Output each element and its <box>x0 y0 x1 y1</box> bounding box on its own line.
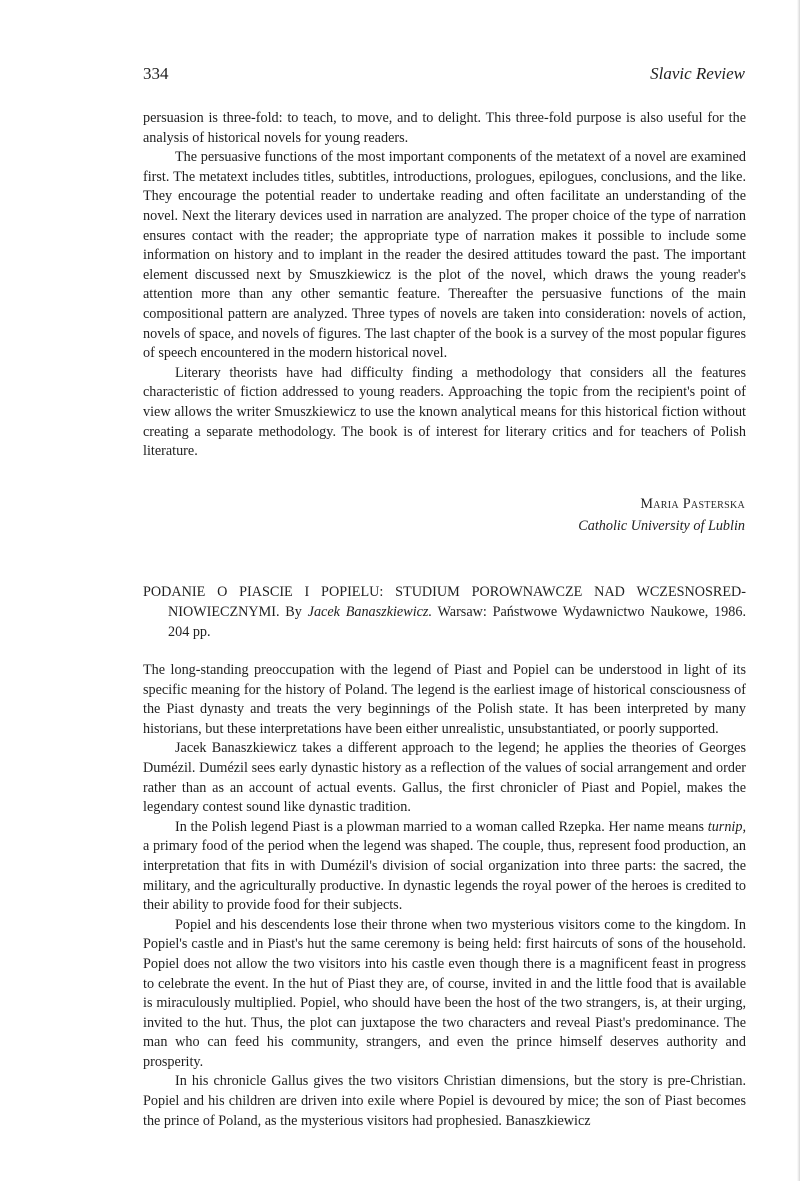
book-title: PODANIE O PIASCIE I POPIELU: STUDIUM POROWNAWCZE NAD WCZESNOSRED-NIOWIECZNYMI. <box>143 584 746 620</box>
running-header <box>143 64 745 90</box>
paragraph: persuasion is three-fold: to teach, to move, and to delight. This three-fold purpose is also useful for the analysis of historical novels for young readers. <box>143 110 746 146</box>
journal-title: Slavic Review <box>650 64 745 83</box>
reviewer-affiliation: Catholic University of Lublin <box>578 518 745 534</box>
paragraph-text: In the Polish legend Piast is a plowman married to a woman called Rzepka. Her name means <box>175 818 708 835</box>
review-two-body <box>143 661 746 1131</box>
paragraph: In his chronicle Gallus gives the two visitors Christian dimensions, but the story is pre-Christian. Popiel and his children are driven into exile where Popiel is devoured by mice; the son of Piast becomes the prince of Poland, as the mysterious visitors had prophesied. Banaszkiewicz <box>143 1073 746 1129</box>
paragraph: Jacek Banaszkiewicz takes a different approach to the legend; he applies the theories of Georges Dumézil. Dumézil sees early dynastic history as a reflection of the values of social arrangement and order rather than as an account of actual events. Gallus, the first chronicler of Piast and Popiel, makes the legendary contest sound like dynastic tradition. <box>143 740 746 816</box>
book-citation <box>143 582 746 642</box>
reviewer-name: Maria Pasterska <box>640 496 745 512</box>
review-one-body <box>143 109 746 462</box>
paragraph: Literary theorists have had difficulty finding a methodology that considers all the features characteristic of fiction addressed to young readers. Approaching the topic from the recipient's point of view allows the writer Smuszkiewicz to use the known analytical means for this historical fiction without creating a separate methodology. The book is of interest for literary critics and for teachers of Polish literature. <box>143 364 746 460</box>
italic-term: turnip, <box>707 818 746 835</box>
book-publisher: Warsaw: Państwowe Wydawnictwo Naukowe, 1986. 204 pp. <box>168 604 747 640</box>
paragraph <box>143 818 746 916</box>
paragraph: The persuasive functions of the most important components of the metatext of a novel are examined first. The metatext includes titles, subtitles, introductions, prologues, epilogues, conclusions, and the like. They encourage the potential reader to undertake reading and often facilitate an understanding of the novel. Next the literary devices used in narration are analyzed. The proper choice of the type of narration ensures contact with the reader; the appropriate type of narration makes it possible to include some information on history and to implant in the reader the desired attitudes toward the past. The important element discussed next by Smuszkiewicz is the plot of the novel, which draws the young reader's attention more than any other semantic feature. Thereafter the persuasive functions of the main compositional pattern are analyzed. Three types of novels are taken into consideration: novels of action, novels of space, and novels of figures. The last chapter of the book is a survey of the most popular figures of speech encountered in the modern historical novel. <box>143 149 746 362</box>
book-author: Jacek Banaszkiewicz. <box>307 604 432 620</box>
reviewer-signature <box>578 493 745 537</box>
page-number: 334 <box>143 64 169 83</box>
paragraph: The long-standing preoccupation with the legend of Piast and Popiel can be understood in light of its specific meaning for the history of Poland. The legend is the earliest image of historical consciousness of the Piast dynasty and treats the very beginnings of the Polish state. It has been interpreted by many historians, but these interpretations have been either unrealistic, unsubstantiated, or poorly supported. <box>143 662 746 737</box>
paragraph: Popiel and his descendents lose their throne when two mysterious visitors come to the kingdom. In Popiel's castle and in Piast's hut the same ceremony is being held: first haircuts of sons of the household. Popiel does not allow the two visitors into his castle even though there is a magnificent feast in progress to celebrate the event. In the hut of Piast they are, of course, invited in and the little food that is available is miraculously multiplied. Popiel, who should have been the host of the two strangers, is, at their urging, invited to the hut. Thus, the plot can juxtapose the two characters and reveal Piast's predominance. The man who can feed his community, strangers, and even the prince himself deserves authority and prosperity. <box>143 916 746 1070</box>
citation-by: By <box>285 604 302 620</box>
paragraph-text: a primary food of the period when the legend was shaped. The couple, thus, represent food production, an interpretation that fits in with Dumézil's division of social organization into three parts: the sacred, the military, and the agriculturally productive. In dynastic legends the royal power of the heroes is credited to their ability to provide food for their subjects. <box>143 838 746 914</box>
